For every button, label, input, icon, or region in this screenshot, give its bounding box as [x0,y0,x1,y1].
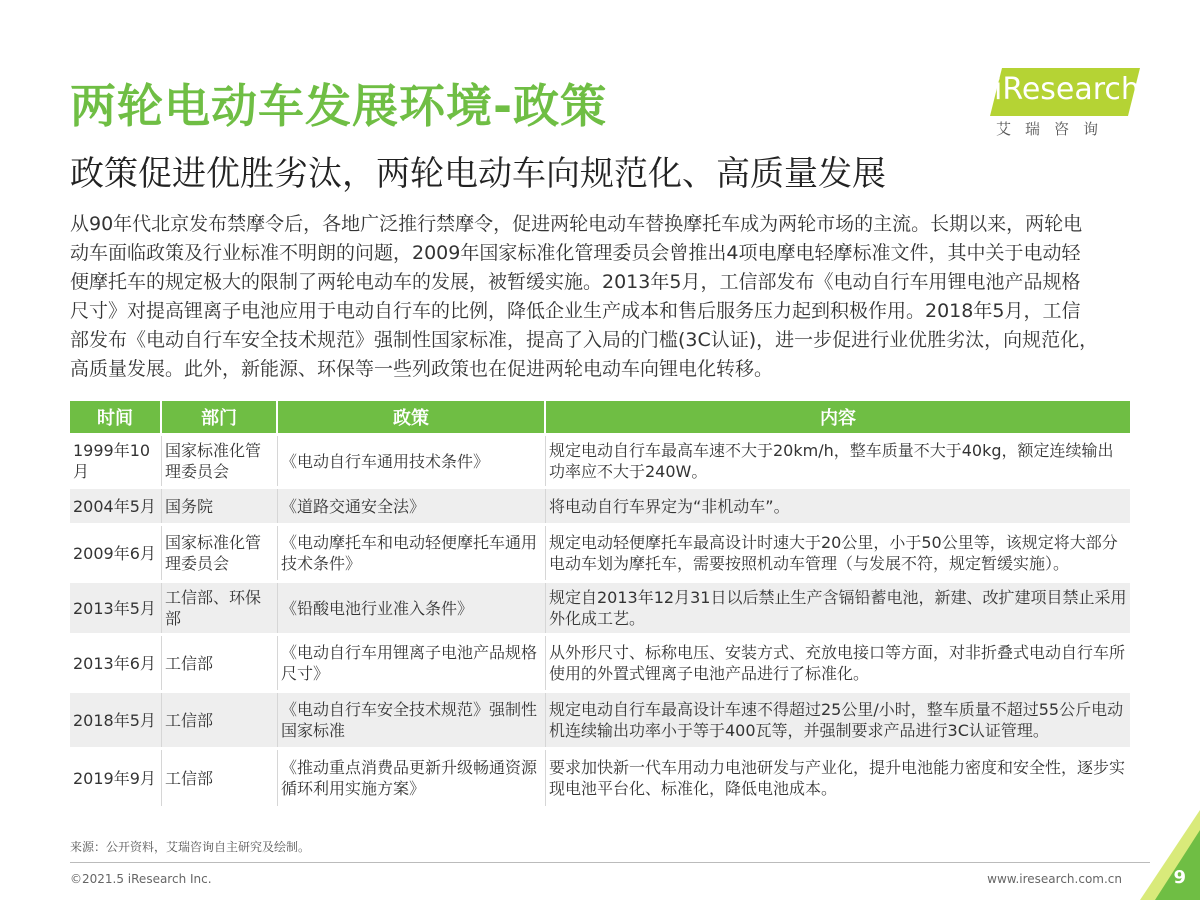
cell-content: 规定电动自行车最高设计车速不得超过25公里/小时，整车质量不超过55公斤电动机连续输出功率小于等于400瓦等，并强制要求产品进行3C认证管理。 [546,693,1130,747]
header-time: 时间 [70,401,162,433]
cell-time: 2019年9月 [70,750,162,806]
cell-content: 要求加快新一代车用动力电池研发与产业化，提升电池能力密度和安全性，逐步实现电池平台化、标准化，降低电池成本。 [549,758,1126,798]
cell-dept: 国务院 [162,489,278,523]
page-subtitle: 政策促进优胜劣汰，两轮电动车向规范化、高质量发展 [70,154,886,194]
table-row [70,526,1130,580]
cell-dept: 工信部 [162,750,278,806]
cell-policy: 《电动自行车用锂离子电池产品规格尺寸》 [278,636,546,690]
table-row [70,636,1130,690]
cell-time: 2009年6月 [70,526,162,580]
cell-dept: 工信部 [162,693,278,747]
table-row [70,693,1130,747]
cell-time: 1999年10月 [70,436,162,486]
cell-time: 2004年5月 [70,489,162,523]
cell-time: 2013年6月 [70,636,162,690]
cell-policy: 《电动自行车安全技术规范》强制性国家标准 [278,693,546,747]
table-row [70,489,1130,523]
table-row [70,436,1130,486]
cell-content: 将电动自行车界定为“非机动车”。 [546,489,1130,523]
paragraph-line: 部发布《电动自行车安全技术规范》强制性国家标准，提高了入局的门槛(3C认证)，进一步促进行业优胜劣汰，向规范化， [70,329,1099,351]
cell-dept: 国家标准化管理委员会 [162,526,278,580]
cell-policy: 《推动重点消费品更新升级畅通资源循环利用实施方案》 [278,750,546,806]
table-row [70,750,1130,806]
logo-text: iResearch [994,72,1140,107]
cell-time: 2013年5月 [70,583,162,633]
cell-content: 从外形尺寸、标称电压、安装方式、充放电接口等方面，对非折叠式电动自行车所使用的外置式锂离子电池产品进行了标准化。 [549,643,1126,683]
policy-table [70,398,1130,809]
corner-decoration [1140,800,1200,900]
paragraph-line: 高质量发展。此外，新能源、环保等一些列政策也在促进两轮电动车向锂电化转移。 [70,358,774,380]
cell-dept: 工信部 [162,636,278,690]
page-number: 9 [1173,867,1186,888]
cell-content: 规定电动自行车最高车速不大于20km/h，整车质量不大于40kg，额定连续输出功率应不大于240W。 [549,441,1114,481]
copyright-text: ©2021.5 iResearch Inc. [70,872,212,886]
header-dept: 部门 [162,401,278,433]
cell-policy: 《铅酸电池行业准入条件》 [278,583,546,633]
logo-subtext: 艾瑞咨询 [996,120,1113,138]
header-policy: 政策 [278,401,546,433]
cell-dept: 国家标准化管理委员会 [162,436,278,486]
cell-policy: 《电动自行车通用技术条件》 [278,436,546,486]
cell-content: 规定电动轻便摩托车最高设计时速大于20公里，小于50公里等，该规定将大部分电动车划为摩托车，需要按照机动车管理（与发展不符，规定暂缓实施）。 [549,533,1118,573]
paragraph-line: 便摩托车的规定极大的限制了两轮电动车的发展，被暂缓实施。2013年5月，工信部发布《电动自行车用锂电池产品规格 [70,271,1081,293]
table-row [70,583,1130,633]
header-content: 内容 [546,401,1130,433]
paragraph-line: 动车面临政策及行业标准不明朗的问题，2009年国家标准化管理委员会曾推出4项电摩电轻摩标准文件，其中关于电动轻 [70,242,1081,264]
page-title: 两轮电动车发展环境-政策 [70,79,608,133]
cell-dept: 工信部、环保部 [162,583,278,633]
paragraph-line: 从90年代北京发布禁摩令后，各地广泛推行禁摩令，促进两轮电动车替换摩托车成为两轮市场的主流。长期以来，两轮电 [70,213,1083,235]
footer-divider [70,862,1150,863]
cell-time: 2018年5月 [70,693,162,747]
corner-triangle-dark [1155,830,1200,900]
cell-policy: 《道路交通安全法》 [278,489,546,523]
iresearch-logo [986,62,1144,142]
table-header-row [70,401,1130,433]
source-note: 来源：公开资料，艾瑞咨询自主研究及绘制。 [70,840,311,854]
website-link[interactable]: www.iresearch.com.cn [987,872,1122,886]
cell-content: 规定自2013年12月31日以后禁止生产含镉铅蓄电池，新建、改扩建项目禁止采用外化成工艺。 [546,583,1130,633]
paragraph-line: 尺寸》对提高锂离子电池应用于电动自行车的比例，降低企业生产成本和售后服务压力起到积极作用。2018年5月，工信 [70,300,1081,322]
intro-paragraph [70,210,1150,384]
cell-policy: 《电动摩托车和电动轻便摩托车通用技术条件》 [278,526,546,580]
